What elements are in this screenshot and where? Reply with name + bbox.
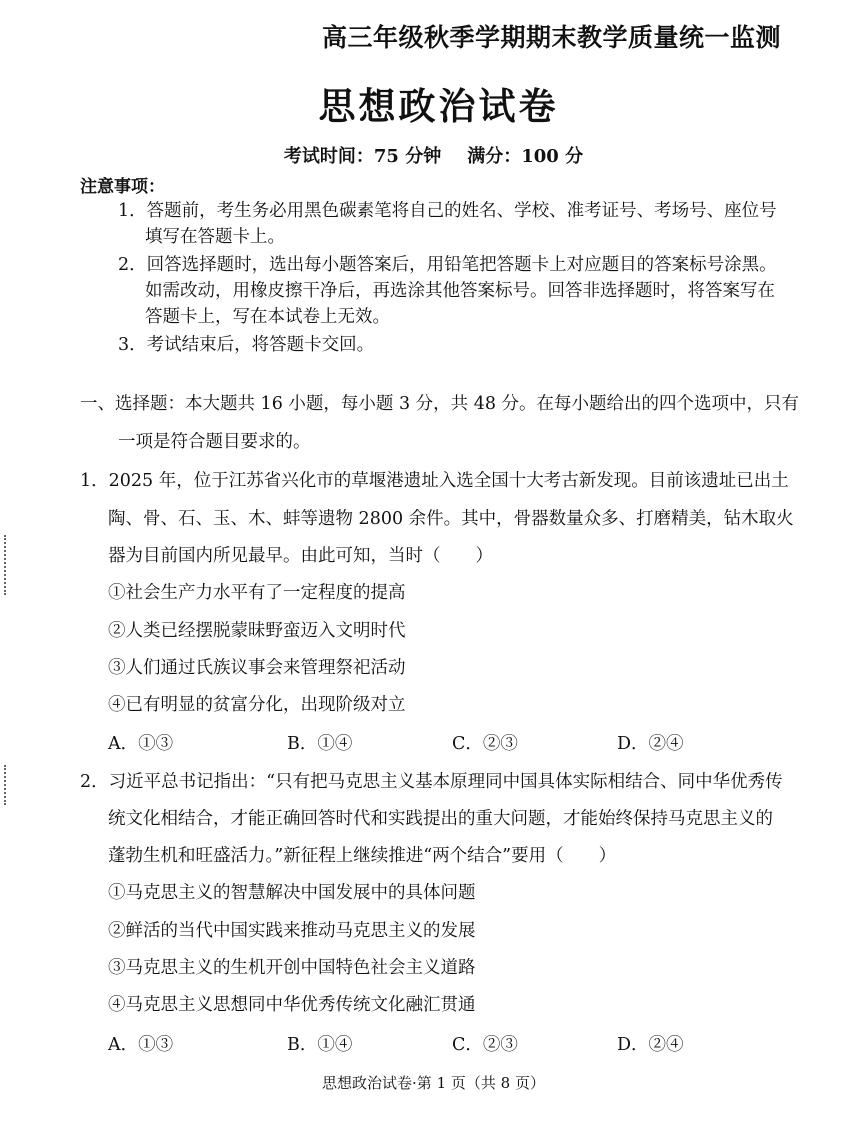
notice-line: 答题卡上，写在本试卷上无效。 bbox=[145, 307, 390, 327]
question-2-item: ①马克思主义的智慧解决中国发展中的具体问题 bbox=[108, 883, 476, 903]
section-heading-cont: 一项是符合题目要求的。 bbox=[118, 432, 311, 452]
question-2-option-c: C．②③ bbox=[452, 1035, 518, 1055]
question-1-item: ②人类已经摆脱蒙昧野蛮迈入文明时代 bbox=[108, 621, 406, 641]
notice-line: 2．回答选择题时，选出每小题答案后，用铅笔把答题卡上对应题目的答案标号涂黑。 bbox=[118, 255, 777, 275]
notice-line: 1．答题前，考生务必用黑色碳素笔将自己的姓名、学校、准考证号、考场号、座位号 bbox=[118, 201, 777, 221]
question-2-option-d: D．②④ bbox=[617, 1035, 684, 1055]
exam-title: 思想政治试卷 bbox=[318, 84, 559, 128]
binding-margin-dots bbox=[4, 765, 9, 805]
question-1-option-b: B．①④ bbox=[287, 734, 353, 754]
question-1-item: ③人们通过氏族议事会来管理祭祀活动 bbox=[108, 658, 406, 678]
question-2-item: ④马克思主义思想同中华优秀传统文化融汇贯通 bbox=[108, 995, 476, 1015]
question-1-option-c: C．②③ bbox=[452, 734, 518, 754]
question-1-item: ④已有明显的贫富分化，出现阶级对立 bbox=[108, 695, 406, 715]
question-2-stem: 蓬勃生机和旺盛活力。”新征程上继续推进“两个结合”要用（ ） bbox=[108, 846, 617, 866]
question-2-stem: 2．习近平总书记指出：“只有把马克思主义基本原理同中国具体实际相结合、同中华优秀传 bbox=[80, 772, 783, 792]
question-2-option-a: A．①③ bbox=[108, 1035, 174, 1055]
exam-score: 满分：100 分 bbox=[467, 146, 584, 167]
notice-line: 3．考试结束后，将答题卡交回。 bbox=[118, 335, 375, 355]
question-2-item: ③马克思主义的生机开创中国特色社会主义道路 bbox=[108, 958, 476, 978]
exam-info bbox=[0, 142, 867, 168]
question-1-option-d: D．②④ bbox=[617, 734, 684, 754]
notice-heading: 注意事项： bbox=[80, 177, 165, 197]
page-footer: 思想政治试卷·第 1 页（共 8 页） bbox=[322, 1074, 545, 1092]
question-1-stem: 陶、骨、石、玉、木、蚌等遗物 2800 余件。其中，骨器数量众多、打磨精美，钻木取火 bbox=[108, 509, 794, 529]
binding-margin-dots bbox=[4, 535, 9, 595]
question-1-item: ①社会生产力水平有了一定程度的提高 bbox=[108, 583, 406, 603]
question-1-option-a: A．①③ bbox=[108, 734, 174, 754]
exam-header: 高三年级秋季学期期末教学质量统一监测 bbox=[321, 23, 781, 52]
notice-line: 如需改动，用橡皮擦干净后，再选涂其他答案标号。回答非选择题时，将答案写在 bbox=[145, 281, 775, 301]
notice-line: 填写在答题卡上。 bbox=[145, 227, 285, 247]
question-2-option-b: B．①④ bbox=[287, 1035, 353, 1055]
question-1-stem: 器为目前国内所见最早。由此可知，当时（ ） bbox=[108, 546, 493, 566]
question-1-stem: 1．2025 年，位于江苏省兴化市的草堰港遗址入选全国十大考古新发现。目前该遗址已出土 bbox=[80, 471, 789, 491]
section-heading: 一、选择题：本大题共 16 小题，每小题 3 分，共 48 分。在每小题给出的四个选项中，只有 bbox=[80, 394, 800, 414]
exam-time: 考试时间：75 分钟 bbox=[283, 146, 442, 167]
question-2-stem: 统文化相结合，才能正确回答时代和实践提出的重大问题，才能始终保持马克思主义的 bbox=[108, 809, 773, 829]
question-2-item: ②鲜活的当代中国实践来推动马克思主义的发展 bbox=[108, 921, 476, 941]
